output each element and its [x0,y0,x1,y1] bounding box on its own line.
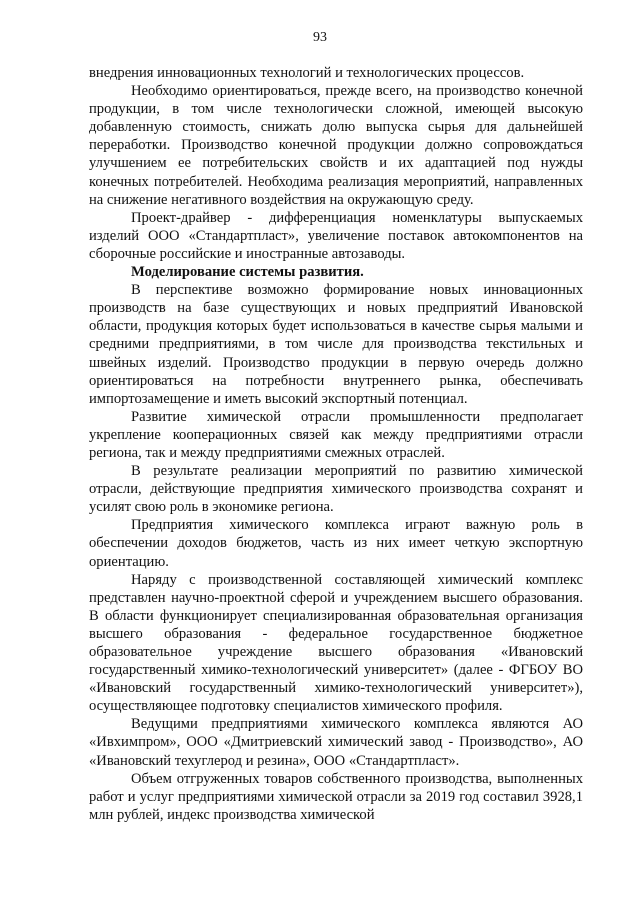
paragraph-new-productions: В перспективе возможно формирование новых инновационных производств на базе существующих и новых предприятий Ивановской области, продукция которых будет использоваться в качестве сырья малыми и средними предприятиями, в том числе для производства текстильных и швейных изделий. Производство продукции в первую очередь должно ориентироваться на потребности внутреннего рынка, обеспечивать импортозамещение и иметь высокий экспортный потенциал. [89,282,583,407]
paragraph-leading-enterprises: Ведущими предприятиями химического комплекса являются АО «Ивхимпром», ООО «Дмитриевский химический завод - Производство», АО «Ивановский техуглерод и резина», ООО «Стандартпласт». [89,716,583,769]
paragraph-shipment-volume: Объем отгруженных товаров собственного производства, выполненных работ и услуг предприятиями химической отрасли за 2019 год составил 3928,1 млн рублей, индекс производства химической [89,770,583,823]
paragraph-results: В результате реализации мероприятий по развитию химической отрасли, действующие предприятия химического производства сохранят и усилят свою роль в экономике региона. [89,463,583,516]
page-number: 93 [313,30,327,45]
paragraph-continuation: внедрения инновационных технологий и технологических процессов. [89,65,525,81]
section-heading: Моделирование системы развития. [131,264,364,281]
paragraph-education: Наряду с производственной составляющей химический комплекс представлен научно-проектной сферой и учреждением высшего образования. В области функционирует специализированная образовательная организация высшего образования - федеральное государственное бюджетное образовательное учреждение высшего образования «Ивановский государственный химико-технологический университет» (далее - ФГБОУ ВО «Ивановский государственный химико-технологический университет»), осуществляющее подготовку специалистов химического профиля. [89,571,583,715]
paragraph-project-driver: Проект-драйвер - дифференциация номенклатуры выпускаемых изделий ООО «Стандартпласт», увеличение поставок автокомпонентов на сборочные российские и иностранные автозаводы. [89,209,583,262]
paragraph-budget-role: Предприятия химического комплекса играют важную роль в обеспечении доходов бюджетов, часть из них имеет четкую экспортную ориентацию. [89,517,583,570]
page-body [89,64,583,824]
paragraph-cooperation: Развитие химической отрасли промышленности предполагает укрепление кооперационных связей как между предприятиями отрасли региона, так и между предприятиями смежных отраслей. [89,408,583,461]
paragraph-final-products: Необходимо ориентироваться, прежде всего, на производство конечной продукции, в том числе технологически сложной, имеющей высокую добавленную стоимость, снижать долю выпуска сырья для дальнейшей переработки. Производство конечной продукции должно сопровождаться улучшением ее потребительских свойств и их адаптацией под нужды конечных потребителей. Необходима реализация мероприятий, направленных на снижение негативного воздействия на окружающую среду. [89,83,583,208]
